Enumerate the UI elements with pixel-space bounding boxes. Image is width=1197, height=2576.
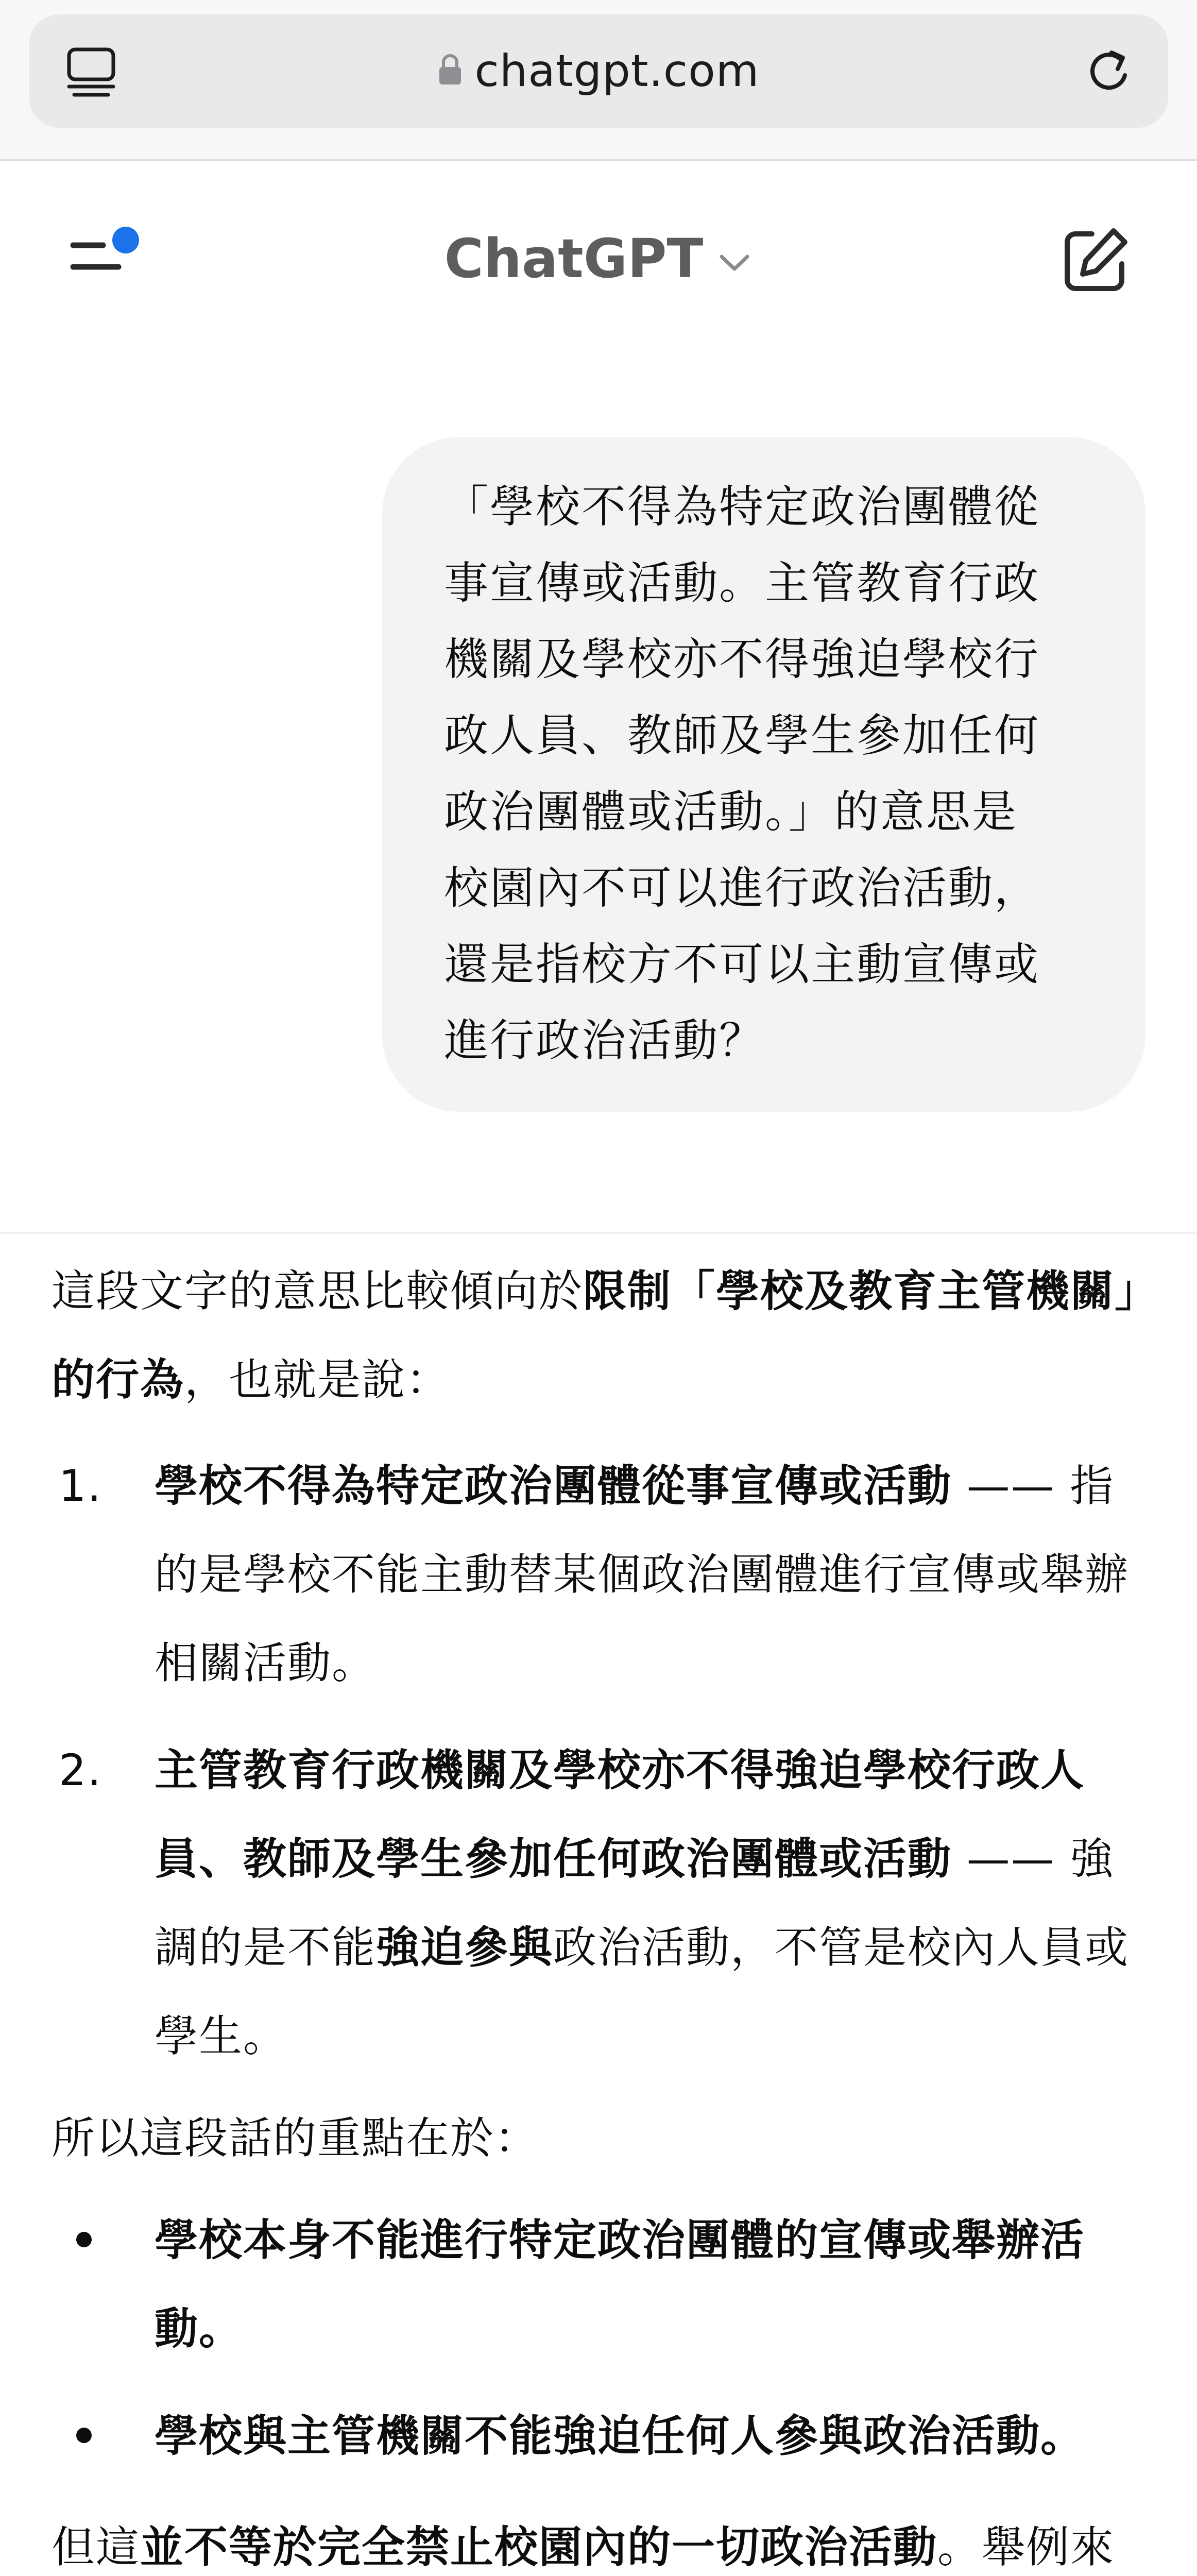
bold-span: 強迫參與 — [376, 1922, 554, 1973]
list-item — [52, 1442, 1143, 1707]
answer-intro — [52, 1247, 1143, 1424]
text-span: 。舉例來 — [937, 2522, 1115, 2572]
bold-span: 並不等於完全禁止校園內的一切政治活動 — [140, 2522, 938, 2572]
focus-intro: 所以這段話的重點在於： — [52, 2113, 539, 2163]
divider — [0, 1232, 1197, 1234]
bold-span: 學校不得為特定政治團體從事宣傳或活動 — [155, 1461, 952, 1511]
app-title: ChatGPT — [444, 227, 704, 290]
text-span: 學校與主管機關不能強迫任何人參與政治活動。 — [155, 2411, 1085, 2461]
list-number: 2. — [59, 1745, 102, 1795]
user-message-line: 進行政治活動？ — [444, 1015, 765, 1066]
text-span: 政治活動，不管是校內人員或學生。 — [155, 1922, 1130, 2061]
text-span: ，也就是說： — [184, 1354, 451, 1405]
user-message-line: 政人員、教師及學生參加任何 — [444, 710, 1040, 761]
reload-icon[interactable] — [1081, 44, 1137, 101]
text-span: 但這 — [52, 2522, 141, 2572]
lock-icon — [437, 53, 463, 86]
new-chat-icon[interactable] — [1056, 223, 1133, 300]
list-item — [52, 2196, 1143, 2373]
list-spacer — [52, 2373, 1143, 2392]
address-bar[interactable] — [29, 14, 1168, 128]
app-header — [0, 161, 1197, 351]
list-number: 1. — [59, 1461, 102, 1511]
user-message-line: 「學校不得為特定政治團體從 — [444, 481, 1040, 533]
user-message-bubble — [382, 437, 1145, 1112]
bullet-icon — [76, 2232, 92, 2247]
user-message-line: 校園內不可以進行政治活動， — [444, 862, 1040, 914]
bold-span: 主管教育行政機關及學校亦不得強迫學校行政人員、教師及學生參加任何政治團體或活動 — [155, 1745, 1085, 1884]
assistant-message — [52, 1247, 1143, 2576]
list-item — [52, 1726, 1143, 2080]
list-item — [52, 2392, 1143, 2480]
text-span: 學校本身不能進行特定政治團體的宣傳或舉辦活動。 — [155, 2215, 1085, 2354]
bullet-list — [52, 2196, 1143, 2480]
address-bar-content — [29, 14, 1168, 128]
numbered-list — [52, 1442, 1143, 2080]
browser-toolbar — [0, 0, 1197, 161]
tabs-icon[interactable] — [63, 44, 119, 101]
user-message-line: 機關及學校亦不得強迫學校行 — [444, 634, 1040, 685]
chevron-down-icon — [716, 249, 753, 275]
text-span: —— 指的是學校不能主動替某個政治團體進行宣傳或舉辦相關活動。 — [155, 1461, 1130, 1688]
user-message-line: 事宣傳或活動。主管教育行政 — [444, 557, 1040, 609]
list-spacer — [52, 1707, 1143, 1726]
user-message-line: 政治團體或活動。」的意思是 — [444, 786, 1018, 838]
user-message-text — [444, 469, 1089, 1079]
model-selector[interactable] — [0, 223, 1197, 295]
bold-span: 限制「學校及教育主管機關」的行為 — [52, 1266, 1138, 1405]
bullet-icon — [76, 2428, 92, 2443]
text-span: 這段文字的意思比較傾向於 — [52, 1266, 584, 1316]
user-message-line: 還是指校方不可以主動宣傳或 — [444, 939, 1040, 990]
url-text: chatgpt.com — [474, 45, 760, 97]
text-span: —— 強調的是不能 — [155, 1834, 1115, 1973]
answer-paragraph — [52, 2503, 1143, 2576]
